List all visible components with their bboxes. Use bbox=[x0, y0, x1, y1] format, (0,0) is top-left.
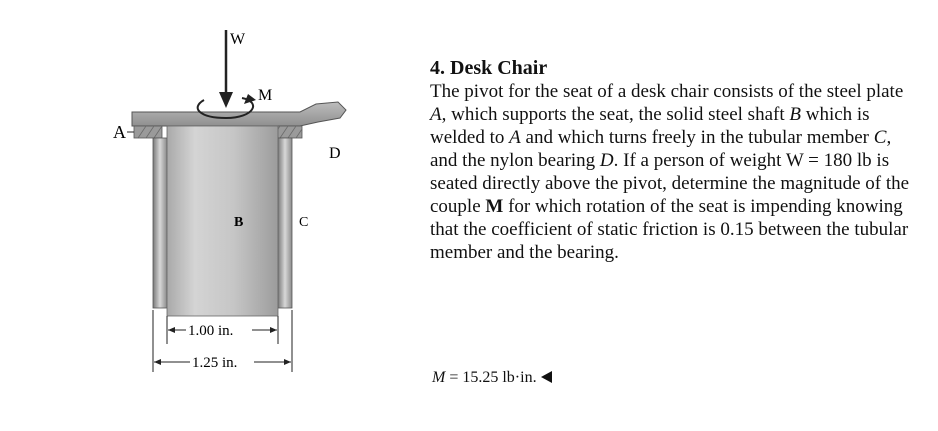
var-c: C bbox=[873, 127, 887, 148]
var-a: A bbox=[509, 127, 521, 148]
label-a: A bbox=[113, 122, 126, 142]
steel-shaft-b bbox=[167, 126, 278, 316]
text-seg: The pivot for the seat of a desk chair consists of the steel plate bbox=[430, 81, 904, 102]
problem-title: 4. Desk Chair bbox=[430, 57, 548, 79]
problem-statement bbox=[430, 56, 910, 264]
dimension-inner-label: 1.00 in. bbox=[188, 323, 234, 339]
tubular-member-c-left-wall bbox=[153, 138, 167, 308]
text-seg: , which supports the seat, the solid steel shaft bbox=[441, 104, 790, 125]
dimension-outer-label: 1.25 in. bbox=[192, 355, 238, 371]
steel-plate-a bbox=[132, 102, 346, 126]
label-d: D bbox=[329, 145, 341, 162]
text-seg: for which rotation of the seat is impending knowing that the coefficient of static friction is 0.15 between the tubular member and the bearing. bbox=[430, 196, 909, 263]
label-m: M bbox=[258, 87, 273, 104]
label-b: B bbox=[234, 215, 244, 230]
text-seg: and which turns freely in the tubular member bbox=[520, 127, 874, 148]
text-seg: which is welded to bbox=[430, 104, 870, 148]
answer-var: M bbox=[432, 369, 446, 386]
text-seg: , and the nylon bearing bbox=[430, 127, 892, 171]
var-a: A bbox=[430, 104, 442, 125]
label-c: C bbox=[299, 215, 309, 230]
text-seg: . If a person of weight W = 180 lb is seated directly above the pivot, determine the magnitude of the couple bbox=[430, 150, 910, 217]
var-d: D bbox=[599, 150, 614, 171]
answer-marker-icon bbox=[541, 371, 552, 383]
answer-value: = 15.25 lb·in. bbox=[445, 369, 537, 386]
weight-arrow-head bbox=[219, 92, 233, 108]
var-b: B bbox=[789, 104, 801, 125]
var-m: M bbox=[485, 196, 504, 217]
label-w: W bbox=[230, 31, 246, 48]
answer bbox=[432, 369, 552, 387]
problem-body bbox=[430, 80, 910, 264]
desk-chair-pivot-figure bbox=[0, 0, 420, 431]
tubular-member-c-right-wall bbox=[278, 138, 292, 308]
